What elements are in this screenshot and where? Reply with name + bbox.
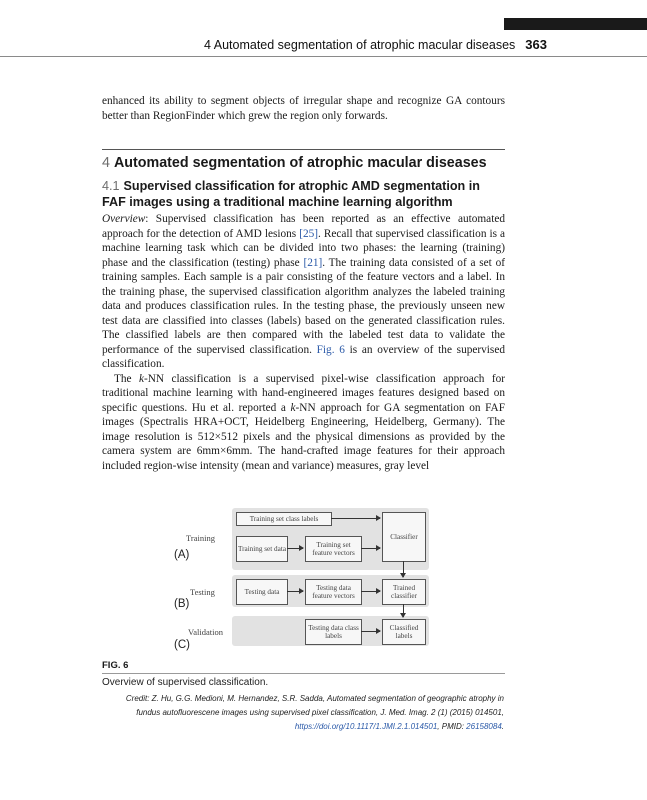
subsection-number: 4.1 — [102, 179, 120, 193]
figure-label: FIG. 6 — [102, 660, 129, 671]
ref-21-link[interactable]: [21] — [303, 256, 323, 269]
subsection-title: Supervised classification for atrophic AMD segmentation in FAF images using a traditional machine learning algorithm — [102, 179, 480, 209]
knn-paragraph — [102, 372, 505, 474]
box-classified-labels: Classified labels — [382, 619, 426, 645]
row-label-training: Training — [186, 533, 215, 543]
box-testing-labels: Testing data class labels — [305, 619, 362, 645]
arrow-labels-to-classifier — [331, 518, 380, 519]
letter-a: (A) — [174, 549, 190, 561]
header-bar-decoration — [504, 18, 647, 30]
figure-caption: Overview of supervised classification. — [102, 677, 269, 688]
running-title: 4 Automated segmentation of atrophic macular diseases — [204, 38, 516, 52]
box-training-data: Training set data — [236, 536, 288, 562]
knn-text-3: -NN approach for GA segmentation on FAF images (Spectralis HRA+OCT, Heidelberg Engineering, Heidelberg, Germany). The image resolution is 512×512 pixels and the physical dimensions as provided by the camera system are 6mm×6mm. The hand-crafted image features for their approach included region-wise intensity (mean and variance) measures, gray level — [102, 401, 505, 472]
knn-k-1: k — [138, 372, 144, 385]
section-rule — [102, 149, 505, 150]
main-text — [102, 212, 505, 473]
row-label-validation: Validation — [188, 627, 223, 637]
credit-pmid-link[interactable]: 26158084 — [466, 722, 502, 731]
arrow-testlabels-to-classified — [361, 631, 380, 632]
credit-pmid-label: , PMID: — [437, 722, 467, 731]
subsection-heading — [102, 178, 507, 210]
credit-end: . — [501, 722, 504, 731]
overview-text-1: : Supervised classification has been reported as an effective automated approach for the detection of AMD lesions — [102, 213, 505, 240]
overview-lead: Overview — [102, 213, 146, 225]
caption-rule — [102, 673, 505, 674]
letter-b: (B) — [174, 598, 190, 610]
overview-paragraph — [102, 212, 505, 372]
intro-paragraph-block — [102, 94, 505, 123]
box-classifier: Classifier — [382, 512, 426, 562]
row-label-testing: Testing — [190, 587, 215, 597]
box-testing-data: Testing data — [236, 579, 288, 605]
arrow-testdata-to-features — [287, 591, 303, 592]
arrow-trained-to-classified — [403, 604, 404, 617]
letter-c: (C) — [174, 639, 190, 651]
arrow-features-to-trained — [361, 591, 380, 592]
page-number: 363 — [525, 37, 547, 52]
figure-6-diagram — [170, 505, 435, 653]
running-head — [204, 37, 547, 52]
box-training-labels: Training set class labels — [236, 512, 332, 526]
overview-text-2: . Recall that supervised classification is a machine learning task which can be divided into two phases: the learning (training) phase and the classification (testing) phase — [102, 227, 505, 269]
credit-doi-link[interactable]: https://doi.org/10.1117/1.JMI.2.1.014501 — [294, 722, 438, 731]
header-rule — [0, 56, 647, 57]
section-number: 4 — [102, 155, 110, 171]
overview-text-4: is an overview of the supervised classification. — [102, 343, 505, 370]
arrow-data-to-features — [287, 548, 303, 549]
arrow-classifier-to-trained — [403, 561, 404, 577]
box-training-features: Training set feature vectors — [305, 536, 362, 562]
knn-text-2: -NN classification is a supervised pixel-wise classification approach for traditional machine learning with hand-engineered images features designed based on specific questions. Hu et al. reported a — [102, 372, 505, 414]
intro-paragraph: enhanced its ability to segment objects of irregular shape and recognize GA contours better than RegionFinder which grew the region only forwards. — [102, 95, 505, 122]
section-title: Automated segmentation of atrophic macular diseases — [113, 155, 487, 171]
arrow-features-to-classifier — [361, 548, 380, 549]
ref-25-link[interactable]: [25] — [299, 227, 319, 240]
box-testing-features: Testing data feature vectors — [305, 579, 362, 605]
section-heading — [102, 155, 512, 171]
knn-k-2: k — [290, 401, 296, 414]
credit-text: Credit: Z. Hu, G.G. Medioni, M. Hernandez, S.R. Sadda, Automated segmentation of geographic atrophy in fundus autofluorescene images using supervised pixel classification, J. Med. Imag. 2 (1) (2015) 014501, — [125, 694, 504, 717]
knn-text-1: The — [114, 372, 139, 385]
overview-text-3: . The training data consisted of a set of training samples. Each sample is a pair consisting of the feature vectors and a label. In the training phase, the supervised classification algorithm analyzes the labeled training data and produces classification rules. In the testing phase, the previously unseen new test data are classified into classes (labels) based on the generated classification rules. The classified labels are then compared with the labeled test data to validate the performance of the supervised classification. — [102, 256, 505, 356]
figure-credit — [102, 692, 504, 734]
box-trained-classifier: Trained classifier — [382, 579, 426, 605]
fig-6-link[interactable]: Fig. 6 — [316, 343, 345, 356]
